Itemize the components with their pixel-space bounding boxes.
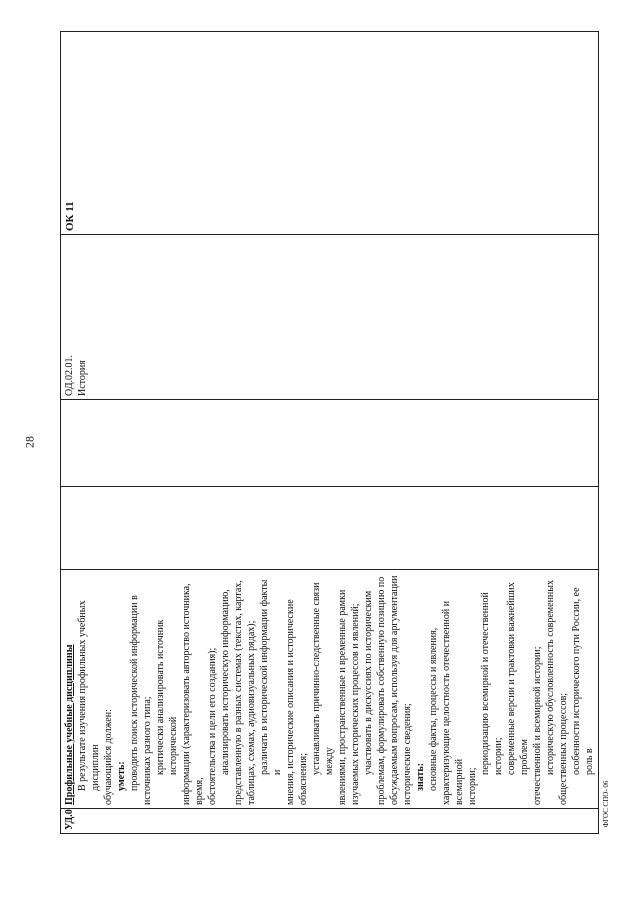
page-number: 28 (22, 436, 37, 448)
description-line: В результате изучения профильных учебных дисциплин (77, 600, 101, 791)
description-line: истории; (467, 767, 478, 805)
footer-code: ФГОС СПО- 06 (602, 780, 610, 828)
empty-cell-b (61, 400, 599, 487)
discipline-group-title: Профильные учебные дисциплины (64, 644, 75, 805)
description-line: обучающийся должен: (103, 709, 114, 805)
description-line: знать: (415, 762, 426, 791)
description-line: особенности исторического пути России, ее роль в (571, 587, 595, 775)
discipline-description (61, 570, 599, 809)
description-line: обстоятельства и цели его создания); (207, 647, 218, 805)
description-line: проблемам, формулировать собственную позицию по (376, 576, 387, 805)
empty-cell-a (61, 487, 599, 570)
description-line: современные версии и трактовки важнейших проблем (506, 582, 530, 775)
description-line: изучаемых исторических процессов и явлений; (350, 603, 361, 805)
description-line: участвовать в дискуссиях по историческим (363, 590, 374, 775)
description-line: историческую обусловленность современных (545, 580, 556, 775)
discipline-cell (61, 235, 599, 400)
description-line: исторические сведения; (402, 703, 413, 805)
competence-code: ОК 11 (61, 32, 599, 235)
table-row (61, 32, 599, 834)
description-line: различать в исторической информации факты и (259, 579, 283, 775)
description-line: уметь: (116, 761, 127, 791)
description-line: основные факты, процессы и явления, (428, 627, 439, 791)
rotated-table-wrapper (60, 74, 595, 834)
description-line: информации (характеризовать авторство источника, время, (181, 583, 205, 805)
description-lines (76, 573, 596, 805)
description-line: таблицах, схемах, аудиовизуальных рядах); (246, 620, 257, 805)
description-line: представленную в разных системах (текстах, картах, (233, 580, 244, 805)
discipline-name: История (77, 360, 88, 396)
description-line: общественных процессов; (558, 692, 569, 805)
discipline-code: ОД.02.01. (64, 354, 75, 396)
description-line: периодизацию всемирной и отечественной истории; (480, 592, 504, 775)
discipline-group-code: УД.02. (61, 809, 599, 834)
description-line: критически анализировать источник исторической (155, 619, 179, 775)
description-line: отечественной и всемирной истории; (532, 646, 543, 805)
description-line: мнения, исторические описания и исторические объяснения; (285, 599, 309, 805)
description-line: проводить поиск исторической информации в (129, 595, 140, 791)
description-line: анализировать историческую информацию, (220, 589, 231, 775)
description-line: устанавливать причинно-следственные связи между (311, 582, 335, 775)
description-line: источниках разного типа; (142, 696, 153, 805)
discipline-table (60, 31, 599, 834)
description-line: явлениями, пространственные и временные рамки (337, 589, 348, 805)
description-line: обсуждаемым вопросам, используя для аргументации (389, 575, 400, 805)
description-line: характеризующие целостность отечественной и всемирной (441, 600, 465, 805)
